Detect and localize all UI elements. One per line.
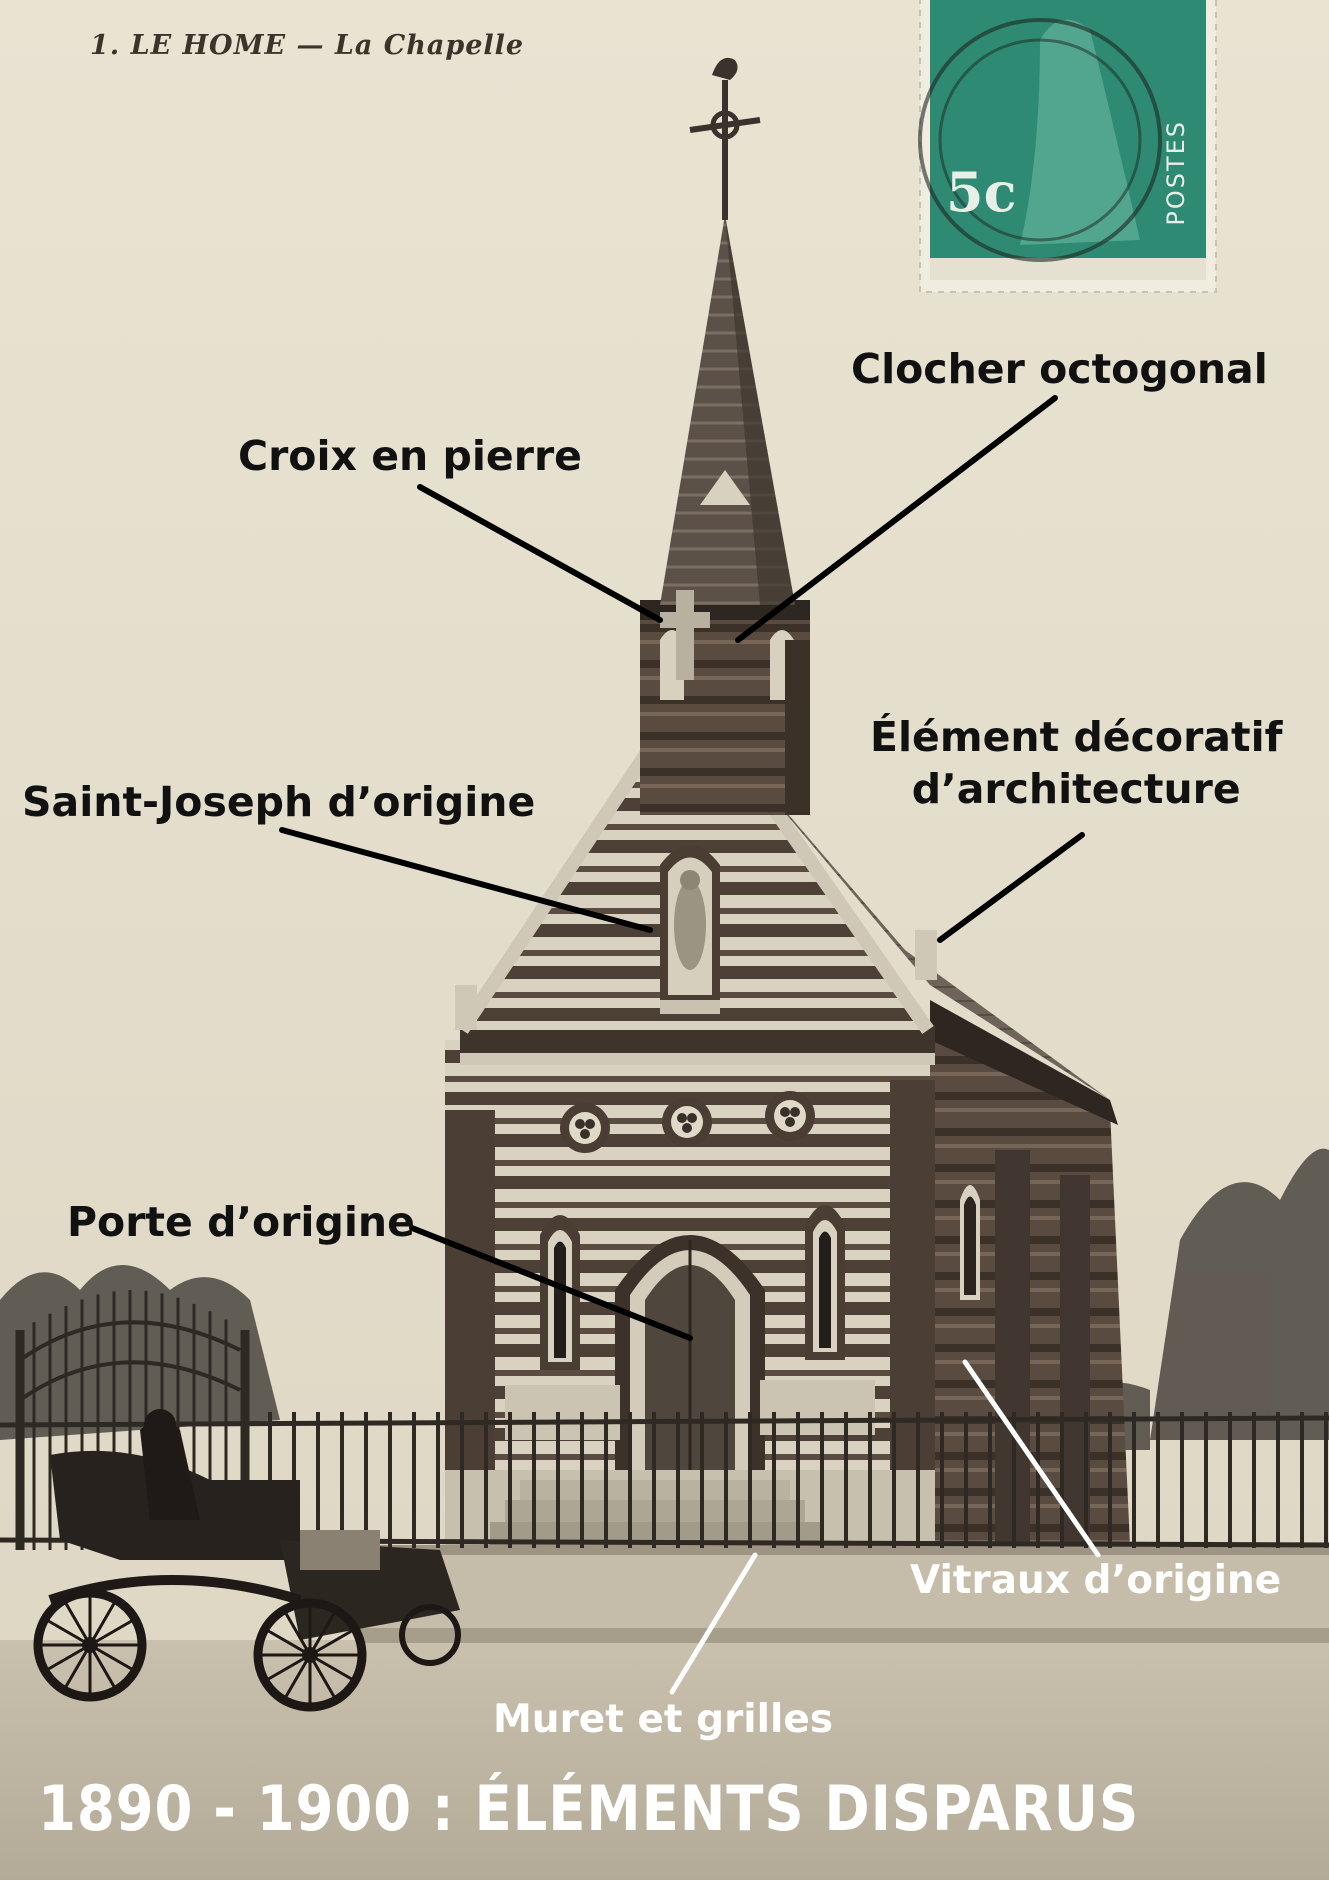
label-vitraux-text: Vitraux d’origine xyxy=(910,1558,1282,1603)
label-croix-text: Croix en pierre xyxy=(238,432,582,480)
label-decor-line2: d’architecture xyxy=(911,765,1241,814)
label-porte xyxy=(67,1196,415,1248)
stamp-text: POSTES xyxy=(1162,120,1190,226)
label-clocher-text: Clocher octogonal xyxy=(851,345,1268,393)
postcard-caption: 1. LE HOME — La Chapelle xyxy=(90,30,525,61)
label-clocher xyxy=(851,343,1268,395)
period-banner: 1890 - 1900 : ÉLÉMENTS DISPARUS xyxy=(38,1772,1140,1845)
label-porte-text: Porte d’origine xyxy=(67,1198,415,1246)
label-croix xyxy=(238,430,582,482)
label-joseph xyxy=(22,776,535,828)
label-muret-text: Muret et grilles xyxy=(493,1697,834,1742)
label-decor xyxy=(870,711,1282,816)
label-joseph-text: Saint-Joseph d’origine xyxy=(22,778,536,826)
label-vitraux xyxy=(910,1556,1281,1606)
stamp-value: 5c xyxy=(946,160,1017,224)
label-muret xyxy=(493,1695,833,1745)
label-decor-line1: Élément décoratif xyxy=(870,713,1283,761)
